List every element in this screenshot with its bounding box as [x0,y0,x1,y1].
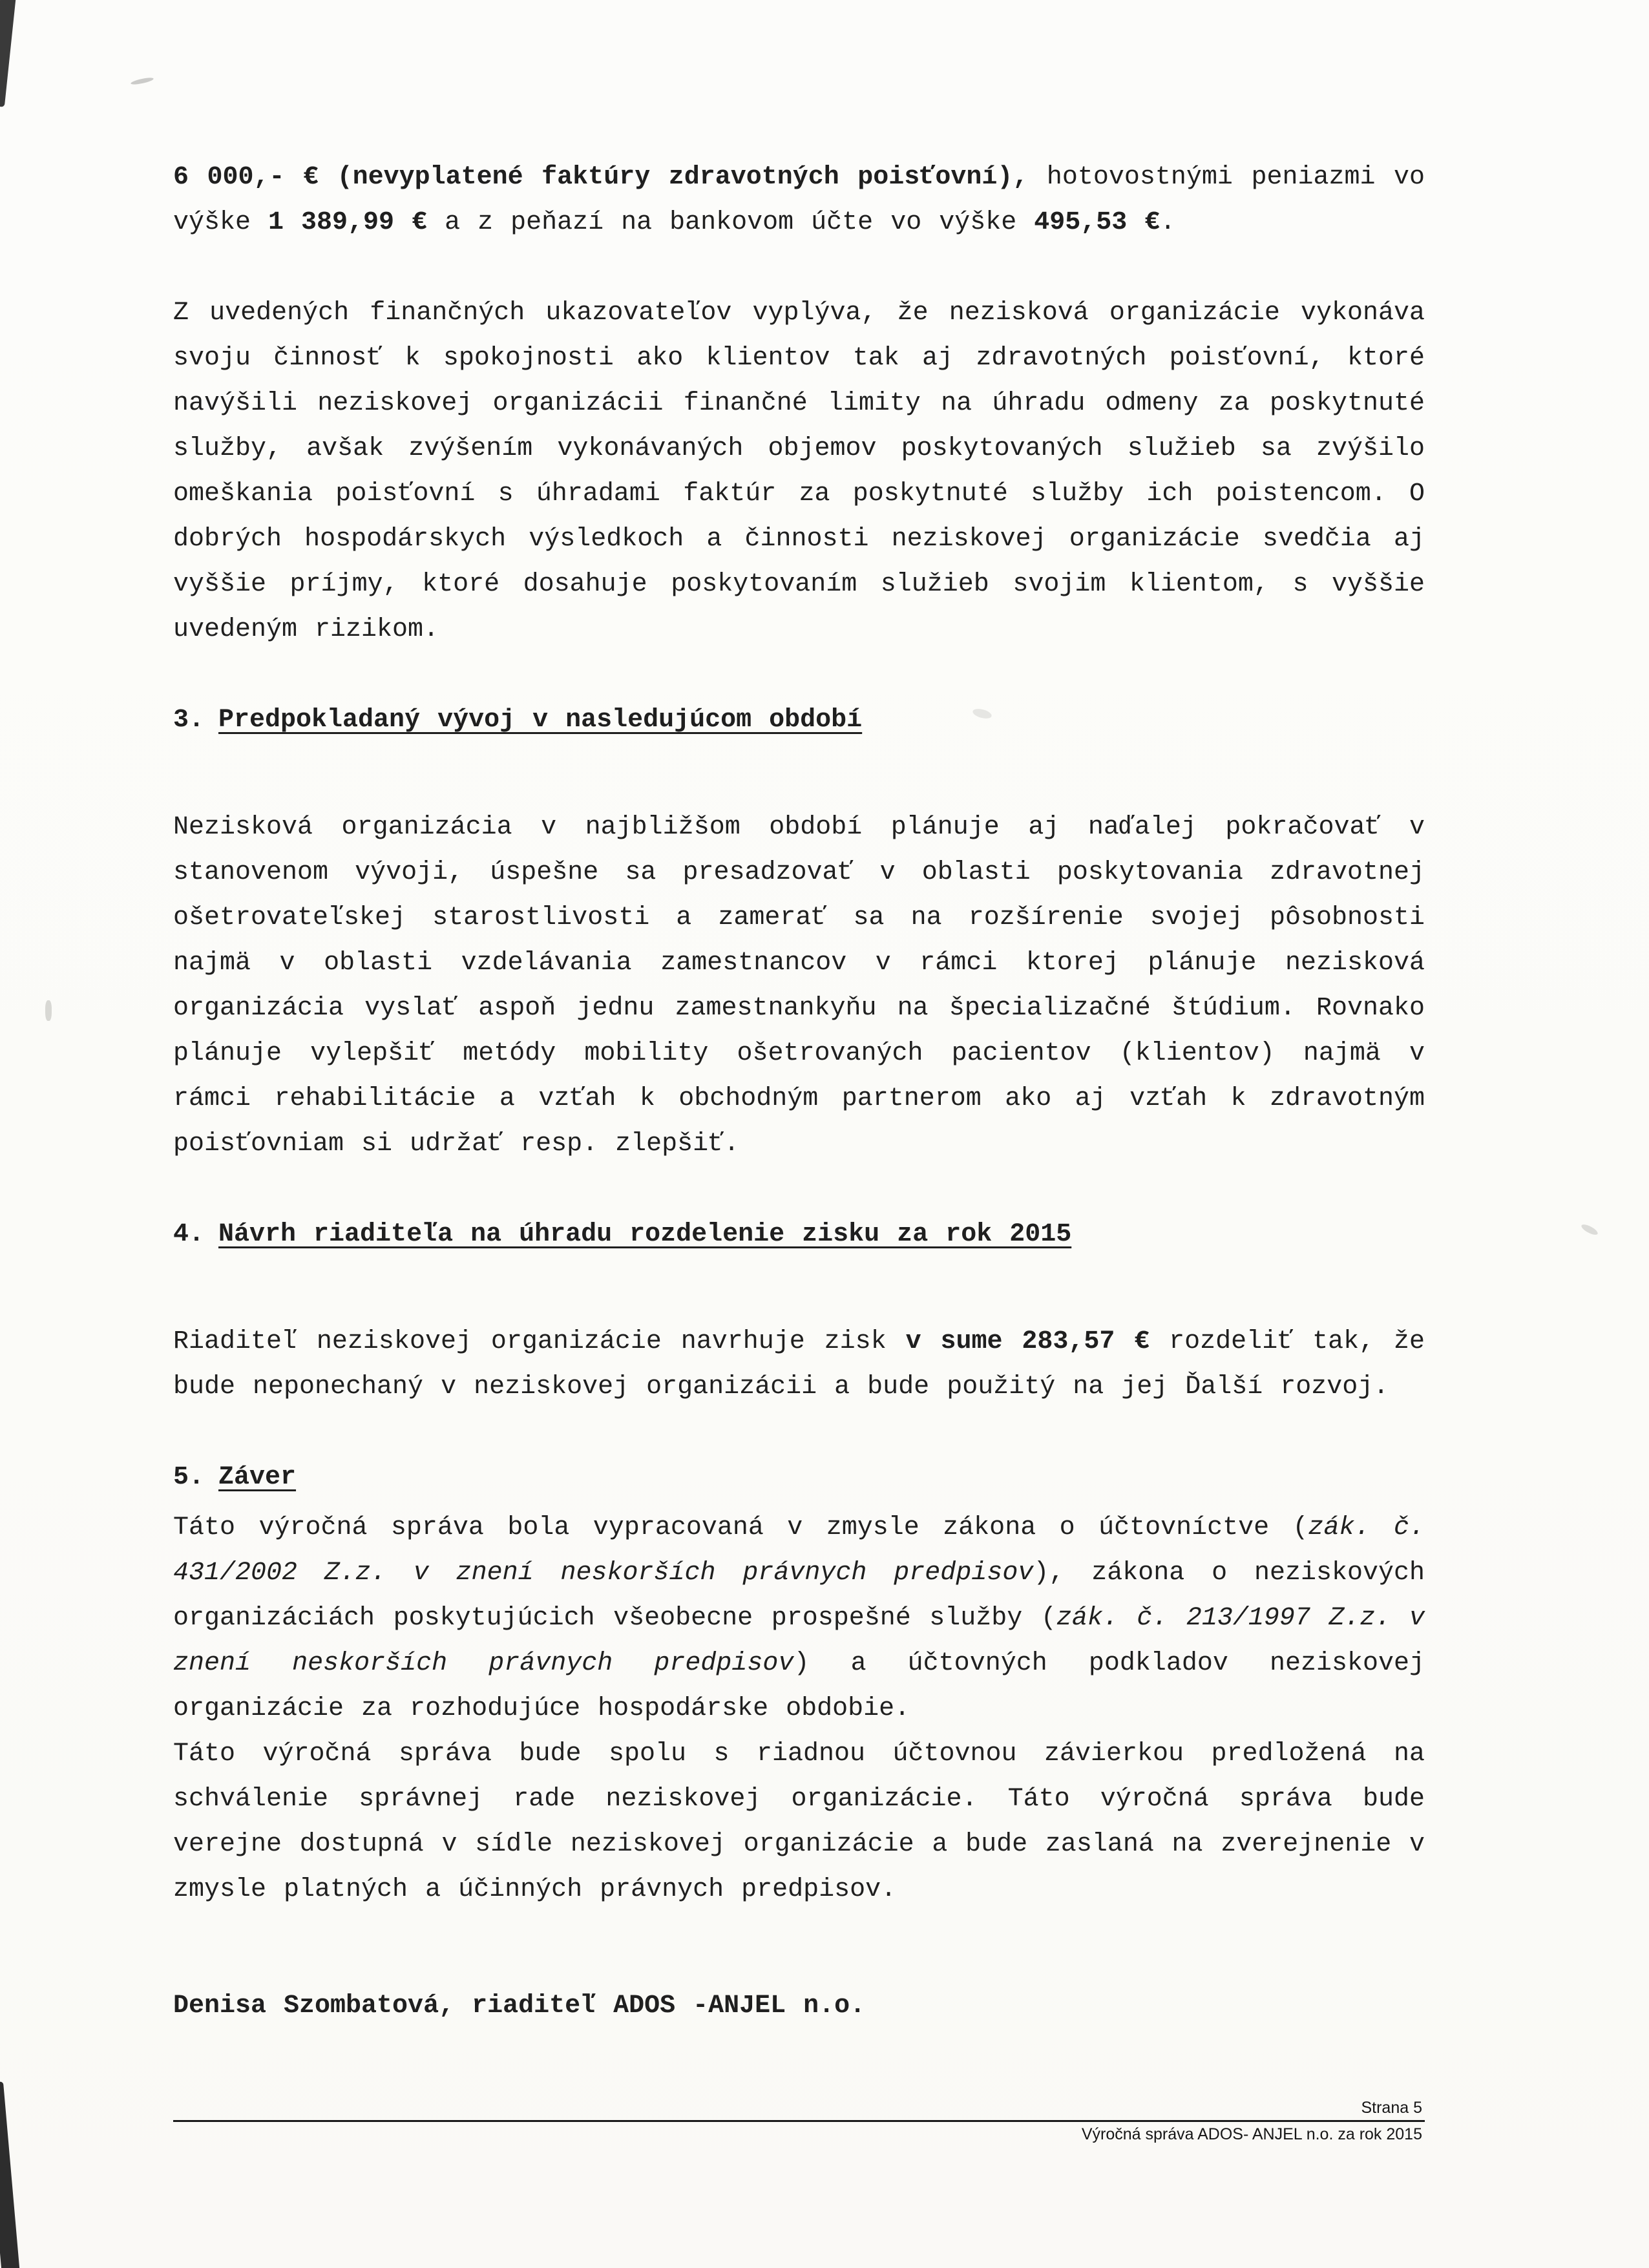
section-number: 4. [173,1220,205,1249]
scan-artifact [1580,1223,1599,1237]
paragraph-financial-analysis: Z uvedených finančných ukazovateľov vyplýva, že nezisková organizácie vykonáva svoju činnosť k spokojnosti ako klientov tak aj zdravotných poisťovní, ktoré navýšili neziskovej organizácii finančné limity na úhradu odmeny za poskytnuté služby, avšak zvýšením vykonávaných objemov poskytovaných služieb sa zvýšilo omeškania poisťovní s úhradami faktúr za poskytnuté služby ich poistencom. O dobrých hospodárskych výsledkoch a činnosti neziskovej organizácie svedčia aj vyššie príjmy, ktoré dosahuje poskytovaním služieb svojim klientom, s vyššie uvedeným rizikom. [173,299,1425,644]
page-content [173,155,1425,2029]
paragraph-profit-proposal [173,1319,1425,1410]
paragraph-conclusion-publication: Táto výročná správa bude spolu s riadnou účtovnou závierkou predložená na schválenie správnej rade neziskovej organizácie. Táto výročná správa bude verejne dostupná v sídle neziskovej organizácie a bude zaslaná na zverejnenie v zmysle platných a účinných právnych predpisov. [173,1739,1425,1904]
footer-doc-title: Výročná správa ADOS- ANJEL n.o. za rok 2015 [1081,2125,1422,2143]
section-heading-3 [173,698,1425,743]
text-run: hotovostnými peniazmi vo výške [173,163,1425,237]
section-number: 3. [173,706,205,735]
section-number: 5. [173,1463,205,1492]
footer-rule [173,2120,1425,2122]
paragraph-future-plans: Nezisková organizácia v najbližšom období plánuje aj naďalej pokračovať v stanovenom vývoji, úspešne sa presadzovať v oblasti poskytovania zdravotnej ošetrovateľskej starostlivosti a zamerať sa na rozšírenie svojej pôsobnosti najmä v oblasti vzdelávania zamestnancov v rámci ktorej plánuje nezisková organizácia vyslať aspoň jednu zamestnankyňu na špecializačné štúdium. Rovnako plánuje vylepšiť metódy mobility ošetrovaných pacientov (klientov) najmä v rámci rehabilitácie a vzťah k obchodným partnerom ako aj vzťah k zdravotným poisťovniam si udržať resp. zlepšiť. [173,813,1425,1159]
page-footer [173,2099,1425,2144]
section-heading-4 [173,1212,1425,1257]
text-run: ) a účtovných podkladov neziskovej organizácie za rozhodujúce hospodárske obdobie. [173,1649,1425,1723]
scan-artifact [0,2081,20,2268]
paragraph-financial-summary [173,155,1425,246]
text-run: Táto výročná správa bola vypracovaná v zmysle zákona o účtovníctve ( [173,1513,1308,1542]
scan-artifact [0,0,16,107]
text-run: 495,53 € [1034,208,1161,237]
section-title: Predpokladaný vývoj v nasledujúcom období [218,706,863,735]
text-run: rozdeliť tak, že bude neponechaný v neziskovej organizácii a bude použitý na jej Ďalší rozvoj. [173,1327,1425,1402]
paragraph-conclusion-legal [173,1506,1425,1732]
section-title: Návrh riaditeľa na úhradu rozdelenie zisku za rok 2015 [218,1220,1072,1249]
text-run: ), zákona o neziskových organizáciách poskytujúcich všeobecne prospešné služby ( [173,1559,1425,1633]
signature-line: Denisa Szombatová, riaditeľ ADOS -ANJEL n.o. [173,1991,866,2021]
section-heading-5 [173,1455,1425,1500]
text-run: a z peňazí na bankovom účte vo výške [427,208,1035,237]
text-run: zák. č. 213/1997 Z.z. v znení neskorších právnych predpisov [173,1604,1425,1678]
scan-artifact [45,1000,52,1021]
text-run: v sume 283,57 € [905,1327,1150,1356]
text-run: . [1160,208,1176,237]
text-run: zák. č. 431/2002 Z.z. v znení neskorších právnych predpisov [173,1513,1425,1588]
section-title: Záver [218,1463,297,1492]
text-run: 1 389,99 € [268,208,428,237]
page-number: Strana 5 [1361,2099,1422,2117]
scan-artifact [131,76,154,85]
text-run: 6 000,- € (nevyplatené faktúry zdravotných poisťovní), [173,163,1047,192]
text-run: Riaditeľ neziskovej organizácie navrhuje zisk [173,1327,906,1356]
